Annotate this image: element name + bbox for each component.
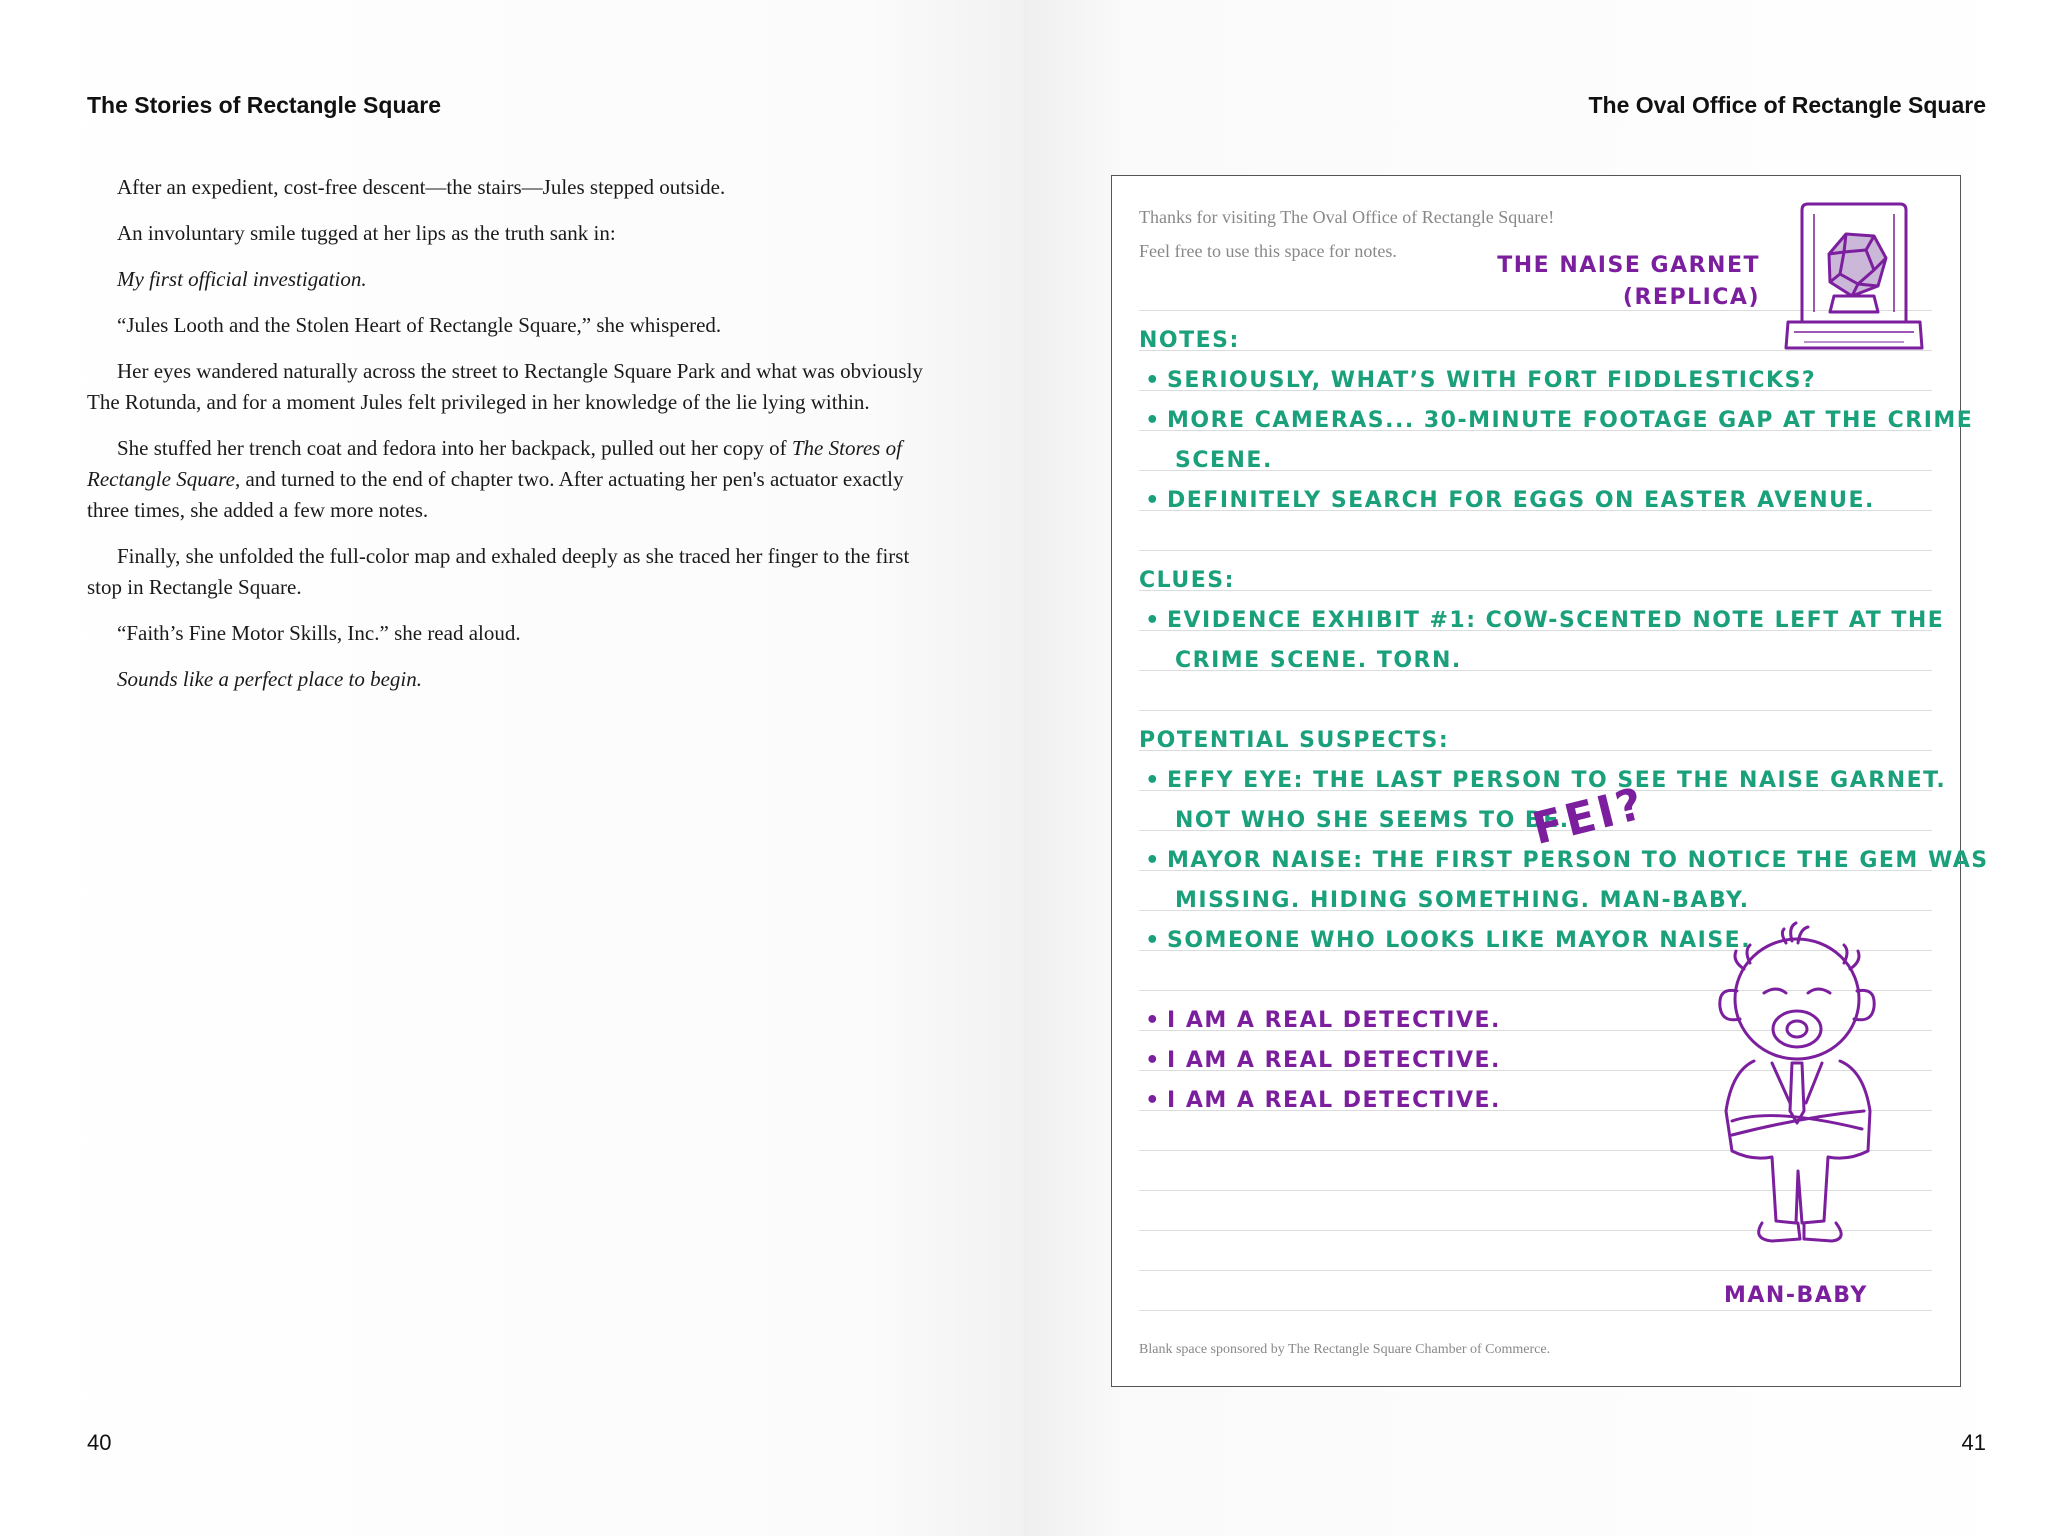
- man-baby-caption: MAN-BABY: [1724, 1283, 1868, 1308]
- ruled-line: [1139, 710, 1932, 711]
- fei-scribble: FEI?: [1527, 777, 1651, 856]
- bullet-icon: •: [1145, 408, 1161, 433]
- paragraph-part: She stuffed her trench coat and fedora into her backpack, pulled out her copy of: [117, 436, 792, 460]
- paragraph: “Faith’s Fine Motor Skills, Inc.” she read aloud.: [117, 621, 521, 645]
- book-title: The Stores of Rectangle Square: [87, 436, 902, 491]
- paragraph: Finally, she unfolded the full-color map and exhaled deeply as she traced her finger to the first stop in Rectangle Square.: [87, 544, 910, 599]
- clue-continuation: CRIME SCENE. TORN.: [1175, 648, 1462, 673]
- caption-line: (REPLICA): [1622, 285, 1760, 310]
- clues-heading: CLUES:: [1139, 568, 1235, 593]
- suspect-item: [1139, 928, 1751, 953]
- suspect-item: [1139, 768, 1946, 793]
- bullet-icon: •: [1145, 848, 1161, 873]
- suspect-continuation: MISSING. HIDING SOMETHING. MAN-BABY.: [1175, 888, 1750, 913]
- paragraph-italic: My first official investigation.: [117, 267, 367, 291]
- bullet-icon: •: [1145, 1008, 1161, 1033]
- bullet-icon: •: [1145, 768, 1161, 793]
- note-text: DEFINITELY SEARCH FOR EGGS ON EASTER AVENUE.: [1167, 488, 1875, 513]
- caption-line: THE NAISE GARNET: [1497, 253, 1760, 278]
- paragraph: After an expedient, cost-free descent—the stairs—Jules stepped outside.: [117, 175, 726, 199]
- bullet-icon: •: [1145, 928, 1161, 953]
- story-text: [87, 172, 942, 710]
- bullet-icon: •: [1145, 488, 1161, 513]
- suspect-item: [1139, 848, 1989, 873]
- suspect-text: EFFY EYE: THE LAST PERSON TO SEE THE NAISE GARNET.: [1167, 768, 1947, 793]
- note-text: SERIOUSLY, WHAT’S WITH FORT FIDDLESTICKS?: [1167, 368, 1817, 393]
- man-baby-illustration-icon: [1692, 921, 1902, 1261]
- paragraph: Her eyes wandered naturally across the street to Rectangle Square Park and what was obviously The Rotunda, and for a moment Jules felt privileged in her knowledge of the lie lying within.: [87, 359, 923, 414]
- notes-box: [1111, 175, 1989, 1387]
- affirmation-text: I AM A REAL DETECTIVE.: [1167, 1048, 1501, 1073]
- note-text: MORE CAMERAS... 30-MINUTE FOOTAGE GAP AT THE CRIME: [1167, 408, 1974, 433]
- note-item: [1139, 408, 1973, 433]
- intro-line: Thanks for visiting The Oval Office of Rectangle Square!: [1139, 207, 1555, 227]
- paragraph: An involuntary smile tugged at her lips as the truth sank in:: [117, 221, 616, 245]
- garnet-display-case-icon: [1774, 200, 1934, 360]
- right-page: [1024, 0, 2048, 1536]
- page-number-left: 40: [87, 1430, 112, 1455]
- suspect-continuation: NOT WHO SHE SEEMS TO BE.: [1175, 808, 1570, 833]
- suspect-text: SOMEONE WHO LOOKS LIKE MAYOR NAISE.: [1167, 928, 1752, 953]
- paragraph: [87, 433, 942, 526]
- running-head-right: The Oval Office of Rectangle Square: [1588, 92, 1986, 118]
- bullet-icon: •: [1145, 608, 1161, 633]
- paragraph-part: , and turned to the end of chapter two. After actuating her pen's actuator exactly three times, she added a few more notes.: [87, 467, 904, 522]
- ruled-line: [1139, 550, 1932, 551]
- suspect-text: MAYOR NAISE: THE FIRST PERSON TO NOTICE THE GEM WAS: [1167, 848, 1989, 873]
- affirmation-text: I AM A REAL DETECTIVE.: [1167, 1008, 1501, 1033]
- affirmation-item: [1139, 1008, 1501, 1033]
- page-number-right: 41: [1961, 1430, 1986, 1455]
- affirmation-text: I AM A REAL DETECTIVE.: [1167, 1088, 1501, 1113]
- bullet-icon: •: [1145, 1048, 1161, 1073]
- paragraph: “Jules Looth and the Stolen Heart of Rectangle Square,” she whispered.: [117, 313, 722, 337]
- note-item: [1139, 368, 1816, 393]
- note-item: [1139, 488, 1875, 513]
- note-continuation: SCENE.: [1175, 448, 1273, 473]
- paragraph-italic: Sounds like a perfect place to begin.: [117, 667, 423, 691]
- affirmation-item: [1139, 1048, 1501, 1073]
- bullet-icon: •: [1145, 368, 1161, 393]
- intro-line: Feel free to use this space for notes.: [1139, 241, 1397, 261]
- ruled-line: [1139, 1270, 1932, 1271]
- notes-heading: NOTES:: [1139, 328, 1240, 353]
- garnet-caption: [1497, 250, 1760, 314]
- bullet-icon: •: [1145, 1088, 1161, 1113]
- sponsor-note: Blank space sponsored by The Rectangle Square Chamber of Commerce.: [1139, 1342, 1551, 1357]
- affirmation-item: [1139, 1088, 1501, 1113]
- running-head-left: The Stories of Rectangle Square: [87, 92, 442, 118]
- clue-text: EVIDENCE EXHIBIT #1: COW-SCENTED NOTE LEFT AT THE: [1167, 608, 1945, 633]
- ruled-line: [1139, 590, 1932, 591]
- clue-item: [1139, 608, 1944, 633]
- suspects-heading: POTENTIAL SUSPECTS:: [1139, 728, 1450, 753]
